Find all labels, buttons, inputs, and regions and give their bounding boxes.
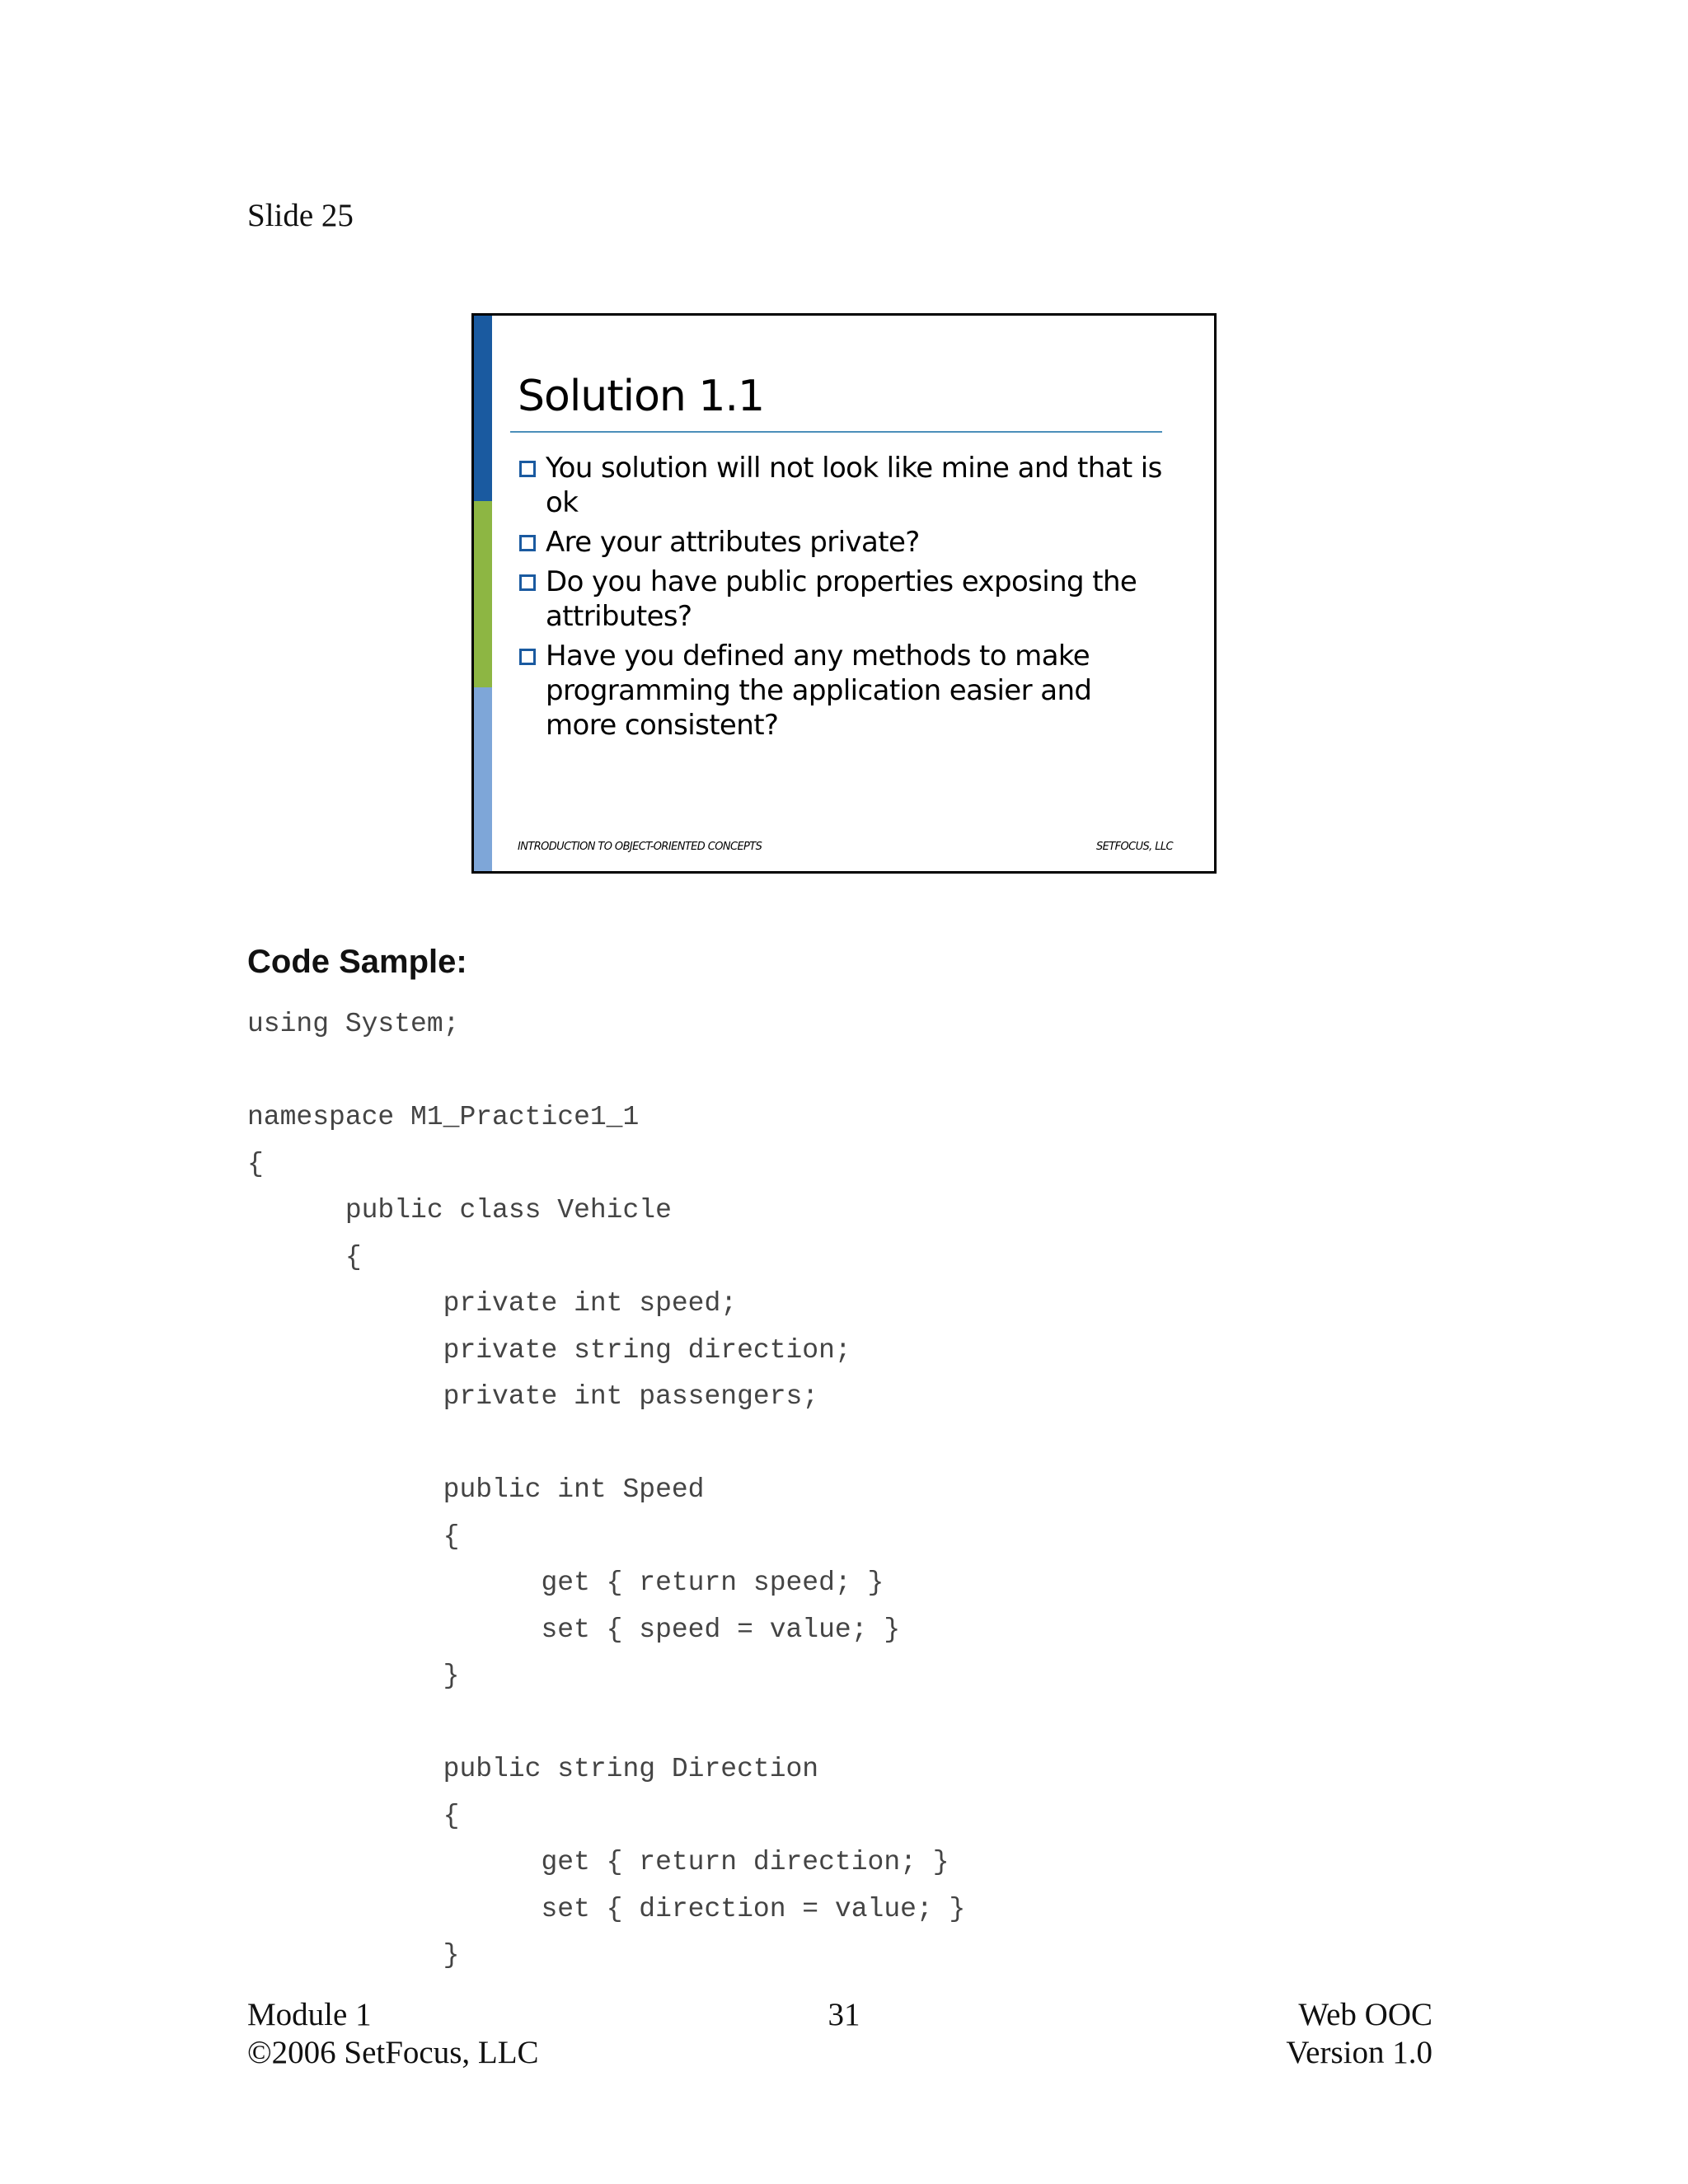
- code-line: [247, 1048, 965, 1095]
- square-bullet-icon: [519, 461, 536, 477]
- code-line: using System;: [247, 1009, 460, 1039]
- slide-thumbnail: [471, 313, 1217, 874]
- slide-title-rule: [510, 431, 1162, 433]
- footer-copyright: ©2006 SetFocus, LLC: [247, 2035, 539, 2070]
- slide-bullet-list: [518, 451, 1169, 748]
- slide-bullet-text: Do you have public properties exposing the attributes?: [546, 565, 1137, 633]
- footer-right: [1286, 1996, 1432, 2072]
- slide-footer-course: INTRODUCTION TO OBJECT-ORIENTED CONCEPTS: [518, 841, 762, 853]
- code-line: get { return direction; }: [247, 1847, 950, 1877]
- code-line: public string Direction: [247, 1754, 819, 1784]
- footer-module: Module 1: [247, 1997, 372, 2032]
- slide-bullet: [518, 451, 1169, 520]
- square-bullet-icon: [519, 649, 536, 665]
- slide-bullet-text: Are your attributes private?: [546, 526, 920, 559]
- slide-bullet: [518, 639, 1169, 743]
- code-line: {: [247, 1241, 362, 1272]
- footer-course-name: Web OOC: [1298, 1997, 1432, 2032]
- slide-bullet: [518, 565, 1169, 634]
- slide-accent-bar-blue: [474, 316, 492, 501]
- slide-accent-bar-lightblue: [474, 687, 492, 874]
- code-line: {: [247, 1800, 460, 1831]
- slide-bullet-text: Have you defined any methods to make programming the application easier and more consistent?: [546, 640, 1092, 742]
- code-line: [247, 1700, 965, 1747]
- code-line: {: [247, 1148, 264, 1179]
- code-line: set { speed = value; }: [247, 1614, 901, 1645]
- slide-bullet: [518, 525, 1169, 560]
- code-line: private string direction;: [247, 1334, 851, 1366]
- code-line: get { return speed; }: [247, 1568, 884, 1598]
- code-line: set { direction = value; }: [247, 1893, 966, 1924]
- code-sample-heading: Code Sample:: [247, 944, 467, 980]
- slide-bullet-text: You solution will not look like mine and that is ok: [546, 452, 1162, 519]
- code-line: public class Vehicle: [247, 1195, 672, 1226]
- slide-accent-bar-green: [474, 501, 492, 687]
- square-bullet-icon: [519, 535, 536, 551]
- square-bullet-icon: [519, 574, 536, 591]
- code-line: public int Speed: [247, 1474, 705, 1505]
- code-line: private int passengers;: [247, 1381, 819, 1412]
- code-line: namespace M1_Practice1_1: [247, 1102, 640, 1132]
- footer-version: Version 1.0: [1286, 2035, 1432, 2070]
- slide-title: Solution 1.1: [518, 372, 765, 421]
- code-line: [247, 1421, 965, 1468]
- code-line: {: [247, 1521, 460, 1552]
- code-line: private int speed;: [247, 1288, 738, 1319]
- slide-number-label: Slide 25: [247, 198, 354, 233]
- slide-footer-company: SETFOCUS, LLC: [1096, 841, 1173, 853]
- code-line: }: [247, 1940, 460, 1971]
- code-line: }: [247, 1661, 460, 1691]
- code-block: [247, 1001, 965, 1980]
- page-number: 31: [828, 1997, 860, 2032]
